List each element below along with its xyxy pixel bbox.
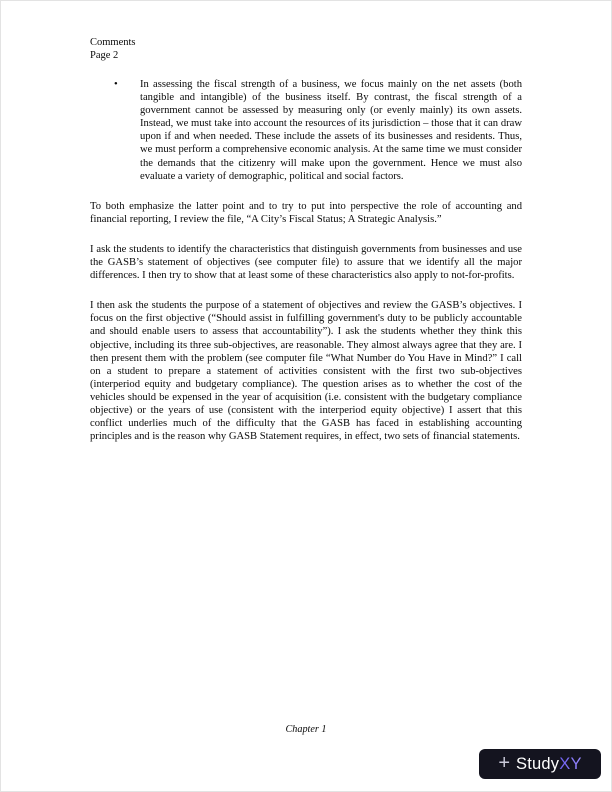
bullet-list-item (90, 78, 522, 183)
paragraph-3: I then ask the students the purpose of a statement of objectives and review the GASB’s objectives. I focus on the first objective (“Should assist in fulfilling government's duty to be publicly accountable and should enable users to assess that accountability”). I ask the students whether they think this objective, including its three sub-objectives, are reasonable. They almost always agree that they are. I then present them with the problem (see computer file “What Number do You Have in Mind?” I call on a student to prepare a statement of activities consistent with the first two sub-objectives (interperiod equity and budgetary compliance). The question arises as to whether the cost of the vehicles should be expensed in the year of acquisition (i.e. consistent with the budgetary compliance objective) or the years of use (consistent with the interperiod equity objective) I assert that this conflict underlies much of the difficulty that the GASB has faced in establishing accounting principles and is the reason why GASB Statement requires, in effect, two sets of financial statements. (90, 300, 522, 443)
header-page-number: Page 2 (90, 50, 119, 61)
chapter-footer: Chapter 1 (285, 724, 327, 735)
brand-xy: XY (559, 754, 582, 773)
paragraph-2: I ask the students to identify the characteristics that distinguish governments from businesses and use the GASB’s statement of objectives (see computer file) to assure that we identify all the major differences. I then try to show that at least some of these characteristics also apply to not-for-profits. (90, 243, 522, 282)
brand-name (516, 755, 582, 774)
paragraph-1: To both emphasize the latter point and to try to put into perspective the role of accounting and financial reporting, I review the file, “A City’s Fiscal Status; A Strategic Analysis.” (90, 200, 522, 225)
brand-study: Study (516, 754, 560, 773)
page-header (90, 36, 136, 62)
studyxy-logo (479, 749, 601, 779)
bullet-text: In assessing the fiscal strength of a business, we focus mainly on the net assets (both tangible and intangible) of the business itself. By contrast, the fiscal strength of a government cannot be assessed by measuring only (or evenly mainly) its own assets. Instead, we must take into account the resources of its jurisdiction – those that it can draw upon if and when needed. These include the assets of its businesses and residents. Thus, we must perform a comprehensive economic analysis. At the same time we must consider the demands that the citizenry will make upon the government. Hence we must also evaluate a variety of demographic, political and social factors. (140, 79, 522, 182)
header-comments: Comments (90, 37, 136, 48)
bullet-icon: • (114, 79, 118, 90)
document-body (90, 78, 522, 443)
plus-icon: + (498, 752, 511, 774)
